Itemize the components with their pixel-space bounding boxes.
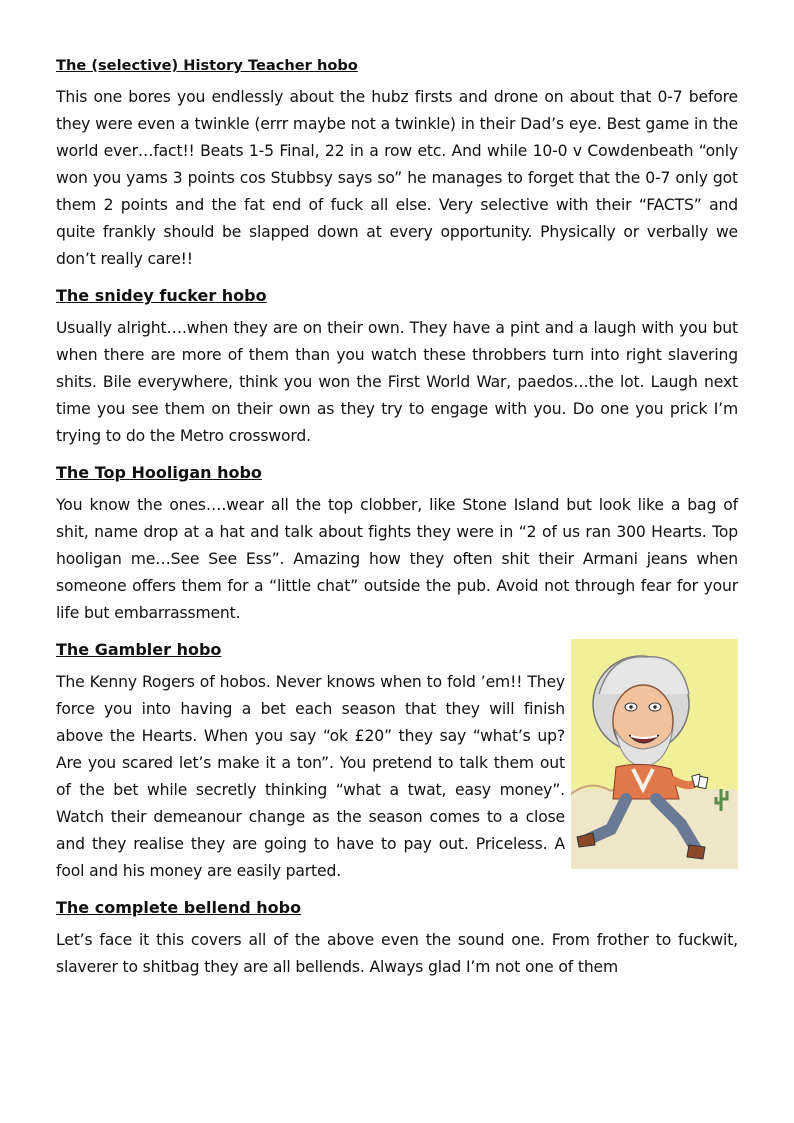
section-body-history-teacher: This one bores you endlessly about the hubz firsts and drone on about that 0-7 before they were even a twinkle (errr maybe not a twinkle) in their Dad’s eye. Best game in the world ever…fact!! Beats 1-5 Final, 22 in a row etc. And while 10-0 v Cowdenbeath “only won you yams 3 points cos Stubbsy says so” he manages to forget that the 0-7 only got them 2 points and the fat end of fuck all else. Very selective with their “FACTS” and quite frankly should be slapped down at every opportunity. Physically or verbally we don’t really care!! xyxy=(56,88,738,268)
section-body-snidey: Usually alright….when they are on their own. They have a pint and a laugh with you but when there are more of them than you watch these throbbers turn into right slavering shits. Bile everywhere, think you won the First World War, paedos…the lot. Laugh next time you see them on their own as they try to engage with you. Do one you prick I’m trying to do the Metro crossword. xyxy=(56,319,738,445)
section-heading-top-hooligan: The Top Hooligan hobo xyxy=(56,463,262,482)
document-page xyxy=(56,56,738,981)
section-heading-history-teacher: The (selective) History Teacher hobo xyxy=(56,57,358,74)
section-body-gambler: The Kenny Rogers of hobos. Never knows when to fold ’em!! They force you into having a bet each season that they will finish above the Hearts. When you say “ok £20” they say “what’s up? Are you scared let’s make it a ton”. You pretend to talk them out of the bet while secretly thinking “what a twat, easy money”. Watch their demeanour change as the season comes to a close and they realise they are going to have to pay out. Priceless. A fool and his money are easily parted. xyxy=(56,673,565,880)
section-body-top-hooligan: You know the ones….wear all the top clobber, like Stone Island but look like a bag of shit, name drop at a hat and talk about fights they were in “2 of us ran 300 Hearts. Top hooligan me…See See Ess”. Amazing how they often shit their Armani jeans when someone offers them for a “little chat” outside the pub. Avoid not through fear for your life but embarrassment. xyxy=(56,496,738,622)
section-body-complete-bellend: Let’s face it this covers all of the above even the sound one. From frother to fuckwit, slaverer to shitbag they are all bellends. Always glad I’m not one of them xyxy=(56,931,738,976)
section-heading-complete-bellend: The complete bellend hobo xyxy=(56,898,302,917)
caricature-gambler-illustration xyxy=(571,639,738,869)
section-heading-snidey: The snidey fucker hobo xyxy=(56,286,267,305)
section-heading-gambler: The Gambler hobo xyxy=(56,640,222,659)
